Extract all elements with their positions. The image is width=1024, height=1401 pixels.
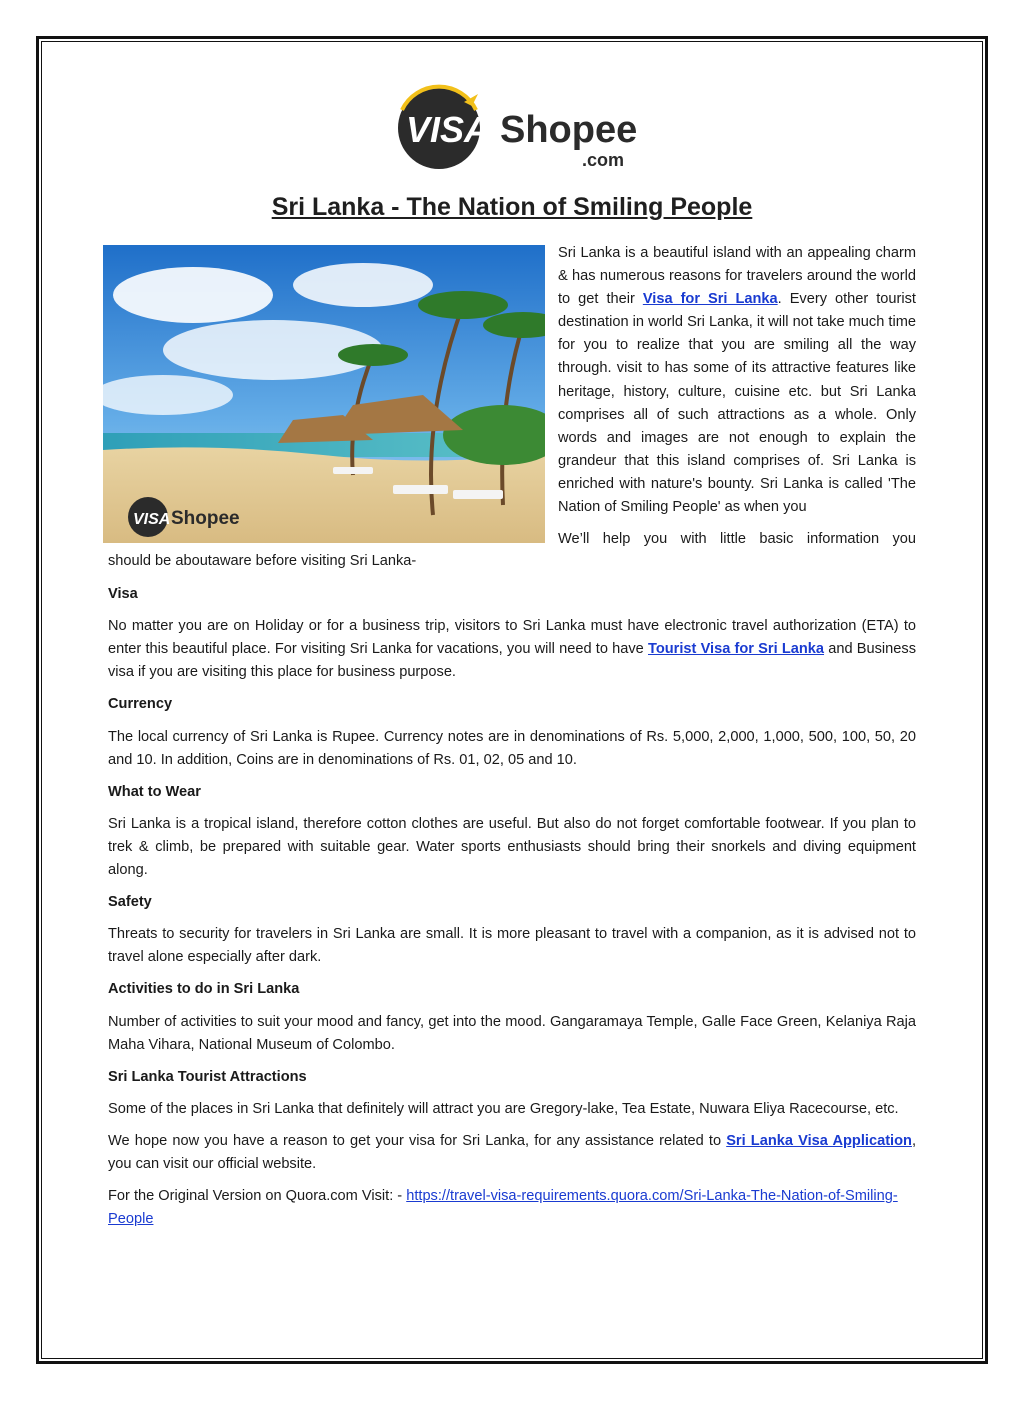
logo-text-com: .com	[582, 150, 625, 170]
visa-application-link[interactable]: Sri Lanka Visa Application	[726, 1132, 912, 1149]
visashopee-logo[interactable]	[352, 80, 670, 178]
heading-attractions: Sri Lanka Tourist Attractions	[108, 1068, 307, 1085]
heading-visa: Visa	[108, 586, 138, 603]
intro-text-before-link: Sri Lanka is a beautiful island with an appealing charm & has numerous reasons for travelers around the world to get their	[558, 245, 916, 308]
currency-paragraph: The local currency of Sri Lanka is Rupee. Currency notes are in denominations of Rs. 5,000, 2,000, 1,000, 500, 100, 50, 20 and 10. In addition, Coins are in denominations of Rs. 01, 02, 05 and 10.	[108, 728, 916, 768]
tourist-visa-link[interactable]: Tourist Visa for Sri Lanka	[648, 641, 825, 658]
safety-paragraph: Threats to security for travelers in Sri Lanka are small. It is more pleasant to travel with a companion, as it is advised not to travel alone especially after dark.	[108, 926, 916, 966]
closing-text-after-link: , you can visit our official website.	[108, 1132, 916, 1172]
visa-paragraph	[108, 615, 916, 684]
watermark-visa: VISA	[133, 511, 171, 528]
intro-continuation-text: should be aboutaware before visiting Sri Lanka-	[108, 553, 417, 569]
wear-paragraph: Sri Lanka is a tropical island, therefore cotton clothes are useful. But also do not forget comfortable footwear. If you plan to trek & climb, be prepared with suitable gear. Water sports enthusiasts should bring their snorkels and diving equipment along.	[108, 815, 916, 879]
page-title: Sri Lanka - The Nation of Smiling People	[271, 193, 753, 221]
closing-text-before-link: We hope now you have a reason to get your visa for Sri Lanka, for any assistance related to	[108, 1132, 727, 1149]
intro-text-after-link: . Every other tourist destination in world Sri Lanka, it will not take much time for you to realize that you are smiling all the way through. visit to has some of its attractive features like heritage, history, culture, cuisine etc. but Sri Lanka comprises all of such attractions as a whole. Only words and images are not enough to explain the grandeur that this island comprises of. Sri Lanka is enriched with nature's bounty. Sri Lanka is called 'The Nation of Smiling People' as when you	[558, 291, 916, 516]
heading-safety: Safety	[108, 894, 152, 911]
source-paragraph	[108, 1185, 916, 1231]
heading-currency: Currency	[108, 696, 173, 713]
visa-text-before-link: No matter you are on Holiday or for a business trip, visitors to Sri Lanka must have electronic travel authorization (ETA) to enter this beautiful place. For visiting Sri Lanka for vacations, you will need to have	[108, 618, 916, 658]
heading-what-to-wear: What to Wear	[108, 783, 201, 800]
article-body	[108, 550, 916, 1240]
intro-paragraph	[558, 242, 916, 519]
closing-paragraph	[108, 1130, 916, 1176]
intro-continuation-line: We’ll help you with little basic information you	[558, 531, 916, 547]
visa-text-after-link: and Business visa if you are visiting this place for business purpose.	[108, 641, 916, 681]
source-label: For the Original Version on Quora.com Visit: -	[108, 1188, 407, 1205]
beach-photo	[103, 245, 545, 543]
visa-for-sri-lanka-link[interactable]: Visa for Sri Lanka	[642, 291, 778, 308]
watermark-shopee: Shopee	[171, 508, 240, 529]
logo-text-shopee: Shopee	[500, 109, 638, 151]
quora-source-link[interactable]: https://travel-visa-requirements.quora.com/Sri-Lanka-The-Nation-of-Smiling-People	[108, 1188, 898, 1228]
attractions-paragraph: Some of the places in Sri Lanka that definitely will attract you are Gregory-lake, Tea Estate, Nuwara Eliya Racecourse, etc.	[108, 1100, 899, 1117]
heading-activities: Activities to do in Sri Lanka	[108, 981, 300, 998]
logo-text-visa: VISA	[406, 109, 491, 150]
activities-paragraph: Number of activities to suit your mood and fancy, get into the mood. Gangaramaya Temple, Galle Face Green, Kelaniya Raja Maha Vihara, National Museum of Colombo.	[108, 1013, 916, 1053]
